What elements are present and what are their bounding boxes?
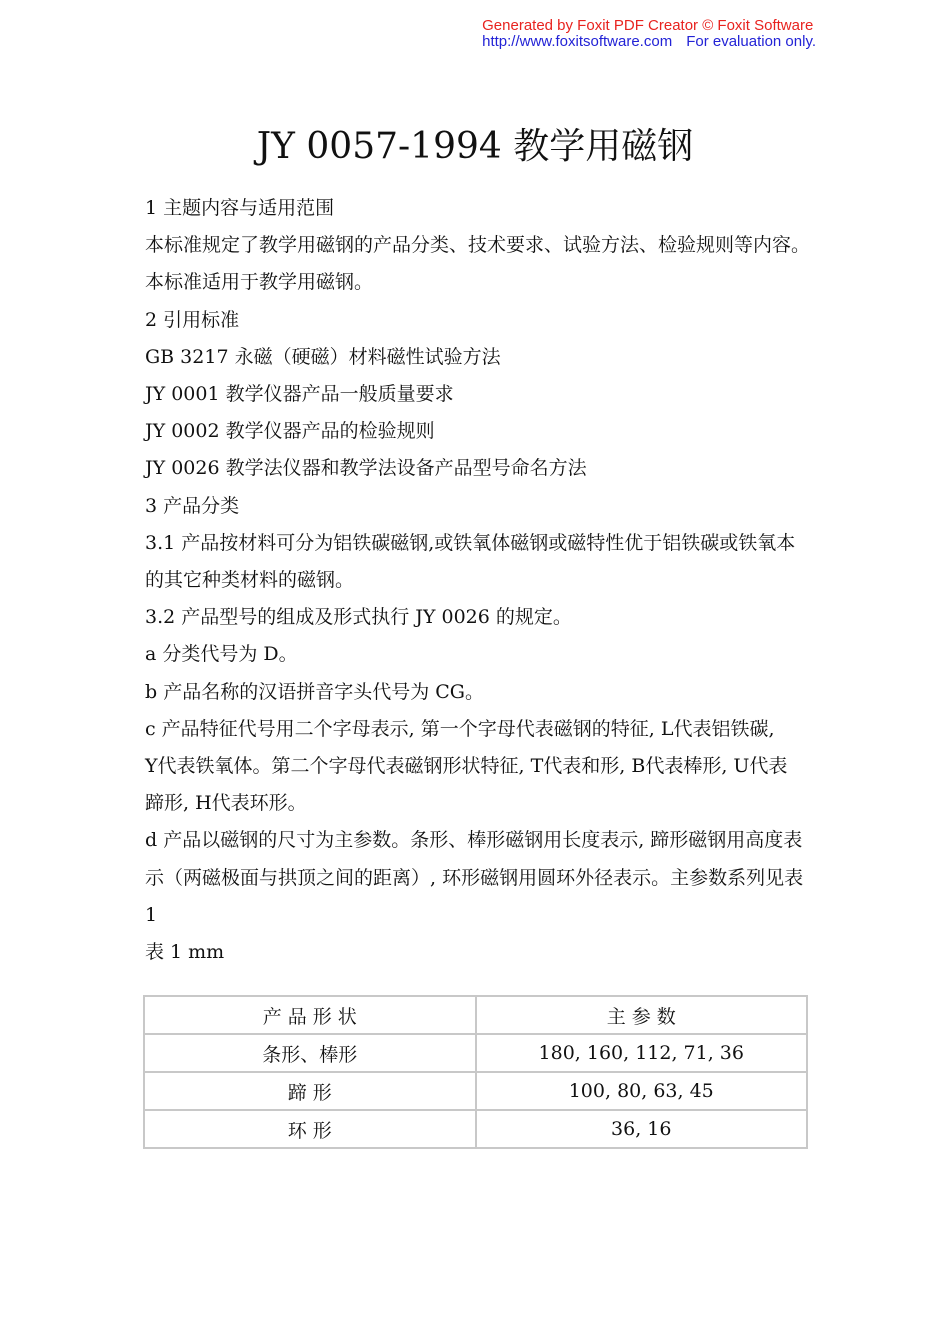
- paragraph: 蹄形, H代表环形。: [145, 792, 307, 815]
- table-caption: 表 1 mm: [145, 941, 225, 964]
- parameter-table: [143, 995, 808, 1149]
- paragraph: 2 引用标准: [145, 308, 240, 331]
- table-cell: 180, 160, 112, 71, 36: [476, 1034, 808, 1072]
- table-cell: 蹄 形: [144, 1072, 476, 1110]
- table-row: [144, 1110, 807, 1148]
- paragraph: 3.1 产品按材料可分为铝铁碳磁钢,或铁氧体磁钢或磁特性优于铝铁碳或铁氧本: [145, 531, 796, 554]
- paragraph: c 产品特征代号用二个字母表示, 第一个字母代表磁钢的特征, L代表铝铁碳,: [145, 717, 775, 740]
- paragraph: a 分类代号为 D。: [145, 643, 298, 666]
- evaluation-watermark: [482, 18, 830, 50]
- paragraph: 3 产品分类: [145, 494, 240, 517]
- paragraph: 本标准适用于教学用磁钢。: [145, 271, 374, 294]
- table-header-cell: 产 品 形 状: [144, 996, 476, 1034]
- watermark-line: Generated by Foxit PDF Creator © Foxit Software: [482, 17, 814, 34]
- table-header-cell: 主 参 数: [476, 996, 808, 1034]
- table-row: [144, 1072, 807, 1110]
- paragraph: 本标准规定了教学用磁钢的产品分类、技术要求、试验方法、检验规则等内容。: [145, 234, 811, 257]
- table-cell: 环 形: [144, 1110, 476, 1148]
- paragraph: JY 0026 教学法仪器和教学法设备产品型号命名方法: [145, 457, 587, 480]
- paragraph: GB 3217 永磁（硬磁）材料磁性试验方法: [145, 345, 501, 368]
- table-cell: 条形、棒形: [144, 1034, 476, 1072]
- paragraph: JY 0001 教学仪器产品一般质量要求: [145, 383, 454, 406]
- paragraph: JY 0002 教学仪器产品的检验规则: [145, 420, 435, 443]
- table-cell: 36, 16: [476, 1110, 808, 1148]
- watermark-link-line: [482, 34, 830, 50]
- paragraph: Y代表铁氧体。第二个字母代表磁钢形状特征, T代表和形, B代表棒形, U代表: [145, 755, 788, 778]
- paragraph: 3.2 产品型号的组成及形式执行 JY 0026 的规定。: [145, 606, 572, 629]
- paragraph: 的其它种类材料的磁钢。: [145, 569, 355, 592]
- watermark-url[interactable]: http://www.foxitsoftware.com: [482, 33, 673, 50]
- table-header-row: [144, 996, 807, 1034]
- paragraph: 1: [145, 903, 158, 926]
- paragraph: d 产品以磁钢的尺寸为主参数。条形、棒形磁钢用长度表示, 蹄形磁钢用高度表: [145, 829, 803, 852]
- table-row: [144, 1034, 807, 1072]
- document-body: [145, 190, 810, 971]
- paragraph: 1 主题内容与适用范围: [145, 197, 335, 219]
- document-title: JY 0057-1994 教学用磁钢: [256, 126, 694, 167]
- paragraph: b 产品名称的汉语拼音字头代号为 CG。: [145, 680, 484, 703]
- table-cell: 100, 80, 63, 45: [476, 1072, 808, 1110]
- watermark-note: For evaluation only.: [686, 33, 816, 50]
- paragraph: 示（两磁极面与拱顶之间的距离）, 环形磁钢用圆环外径表示。主参数系列见表: [145, 866, 804, 889]
